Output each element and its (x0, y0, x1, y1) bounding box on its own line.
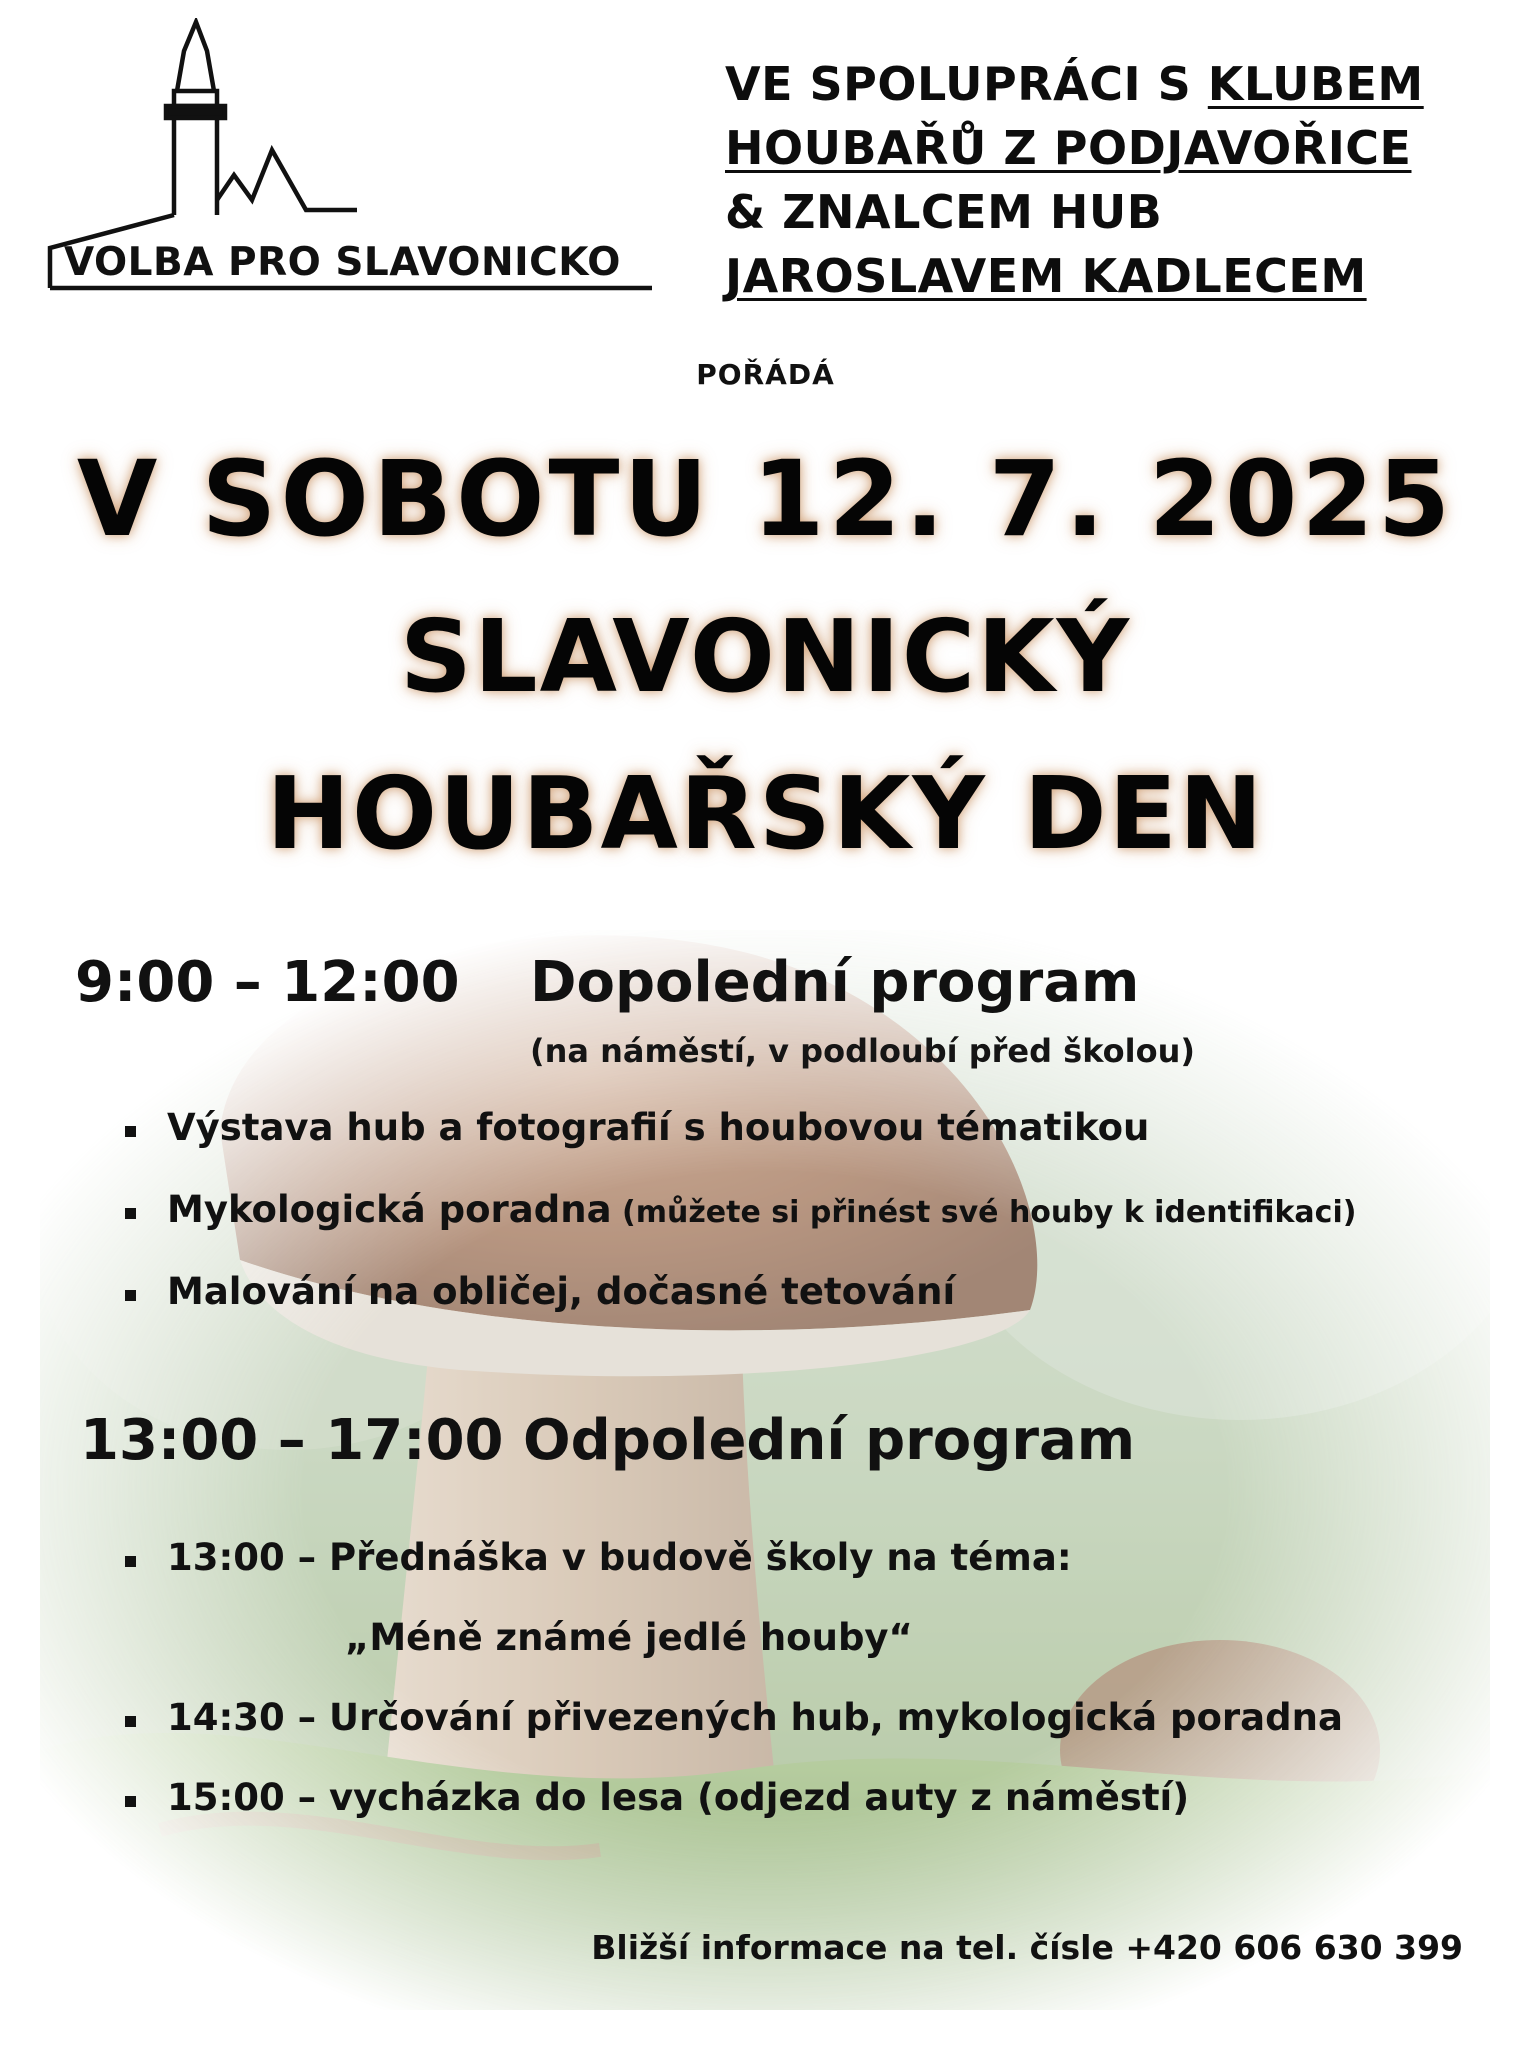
morning-location: (na náměstí, v podloubí před školou) (530, 1032, 1195, 1070)
morning-list (125, 1106, 1356, 1352)
coop-line-1-underlined: KLUBEM (1207, 57, 1424, 111)
morning-title: Dopolední program (530, 950, 1140, 1015)
afternoon-list-continued (125, 1696, 1343, 1856)
afternoon-heading: 13:00 – 17:00 Odpolední program (80, 1408, 1136, 1473)
afternoon-list (125, 1536, 1072, 1616)
list-item-note: (můžete si přinést své houby k identifikaci) (611, 1195, 1357, 1230)
logo (44, 18, 664, 298)
list-item-main: Výstava hub a fotografií s houbovou tématikou (167, 1106, 1150, 1149)
coop-line-1-plain: VE SPOLUPRÁCI S (725, 57, 1208, 111)
list-item: 15:00 – vycházka do lesa (odjezd auty z náměstí) (125, 1776, 1343, 1856)
list-item (125, 1106, 1356, 1188)
event-date: V SOBOTU 12. 7. 2025 (76, 438, 1455, 560)
cooperation-block (725, 52, 1515, 308)
list-item-main: Malování na obličej, dočasné tetování (167, 1270, 956, 1313)
list-item (125, 1188, 1356, 1270)
lecture-topic: „Méně známé jedlé houby“ (345, 1616, 913, 1659)
morning-time: 9:00 – 12:00 (75, 950, 460, 1015)
coop-line-1 (725, 52, 1515, 116)
list-item: 13:00 – Přednáška v budově školy na téma: (125, 1536, 1072, 1616)
event-title-line-1: SLAVONICKÝ (399, 598, 1132, 715)
coop-line-2: HOUBAŘŮ Z PODJAVOŘICE (725, 121, 1412, 175)
coop-line-4: JAROSLAVEM KADLECEM (725, 249, 1367, 303)
list-item (125, 1270, 1356, 1352)
list-item: 14:30 – Určování přivezených hub, mykologická poradna (125, 1696, 1343, 1776)
contact-info: Bližší informace na tel. čísle +420 606 630 399 (591, 1928, 1463, 1967)
organizes-label: POŘÁDÁ (696, 358, 835, 391)
logo-text: VOLBA PRO SLAVONICKO (64, 240, 621, 285)
event-title-line-2: HOUBAŘSKÝ DEN (266, 755, 1265, 872)
list-item-main: Mykologická poradna (167, 1188, 612, 1231)
coop-line-3: & ZNALCEM HUB (725, 185, 1163, 239)
